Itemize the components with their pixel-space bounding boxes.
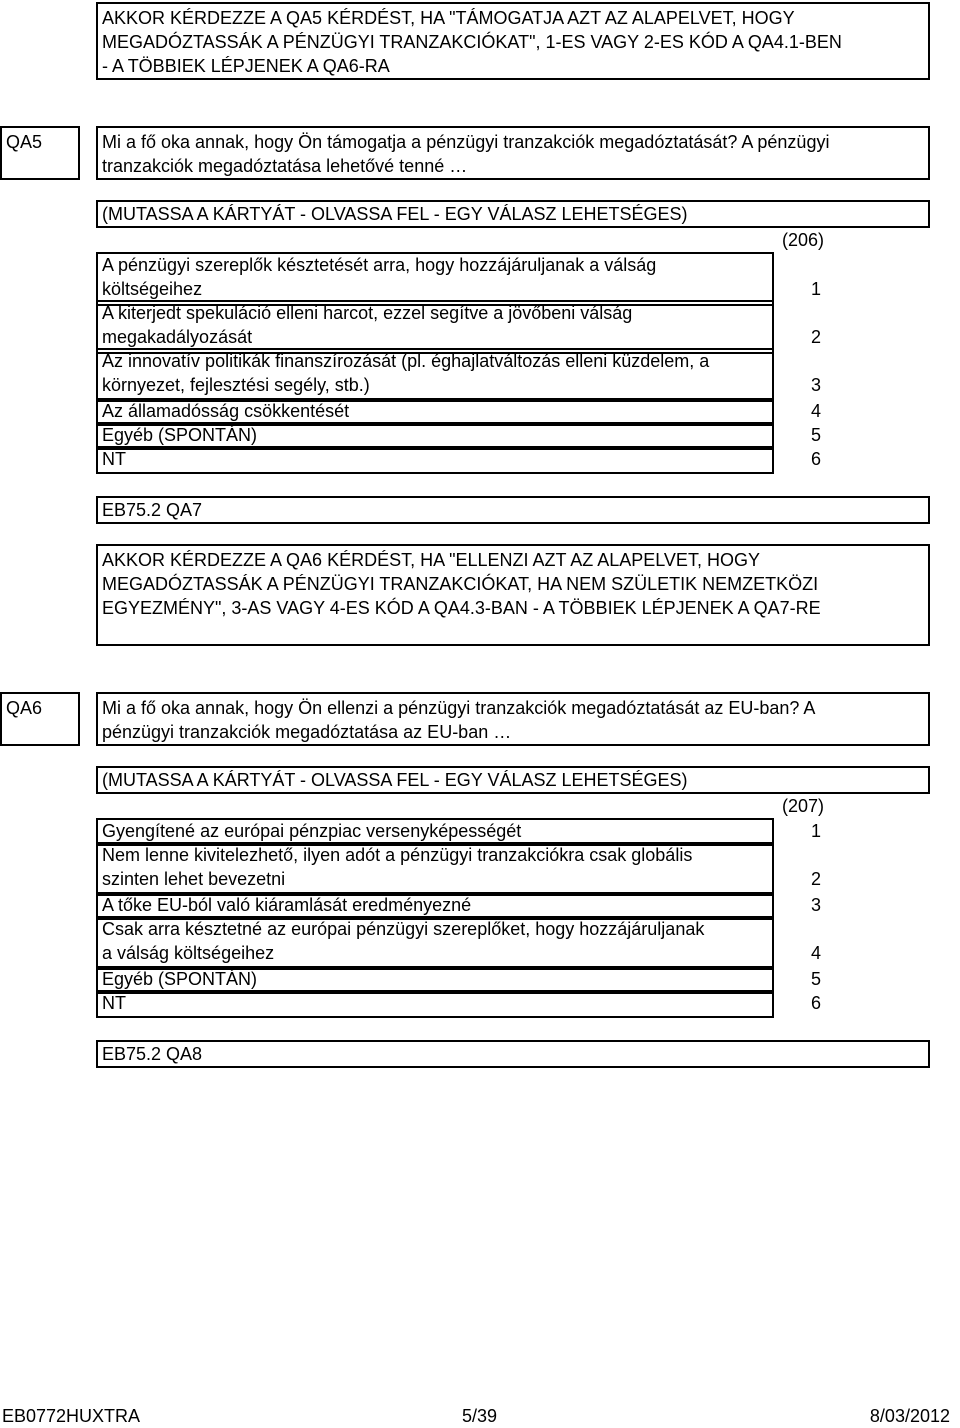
qa5-show-card: (MUTASSA A KÁRTYÁT - OLVASSA FEL - EGY VÁLASZ LEHETSÉGES) [102,204,688,224]
qa6-answer-line: Gyengítené az európai pénzpiac versenyképességét [102,821,522,841]
qa5-answer-code: 4 [810,401,821,421]
qa5-answer-line: környezet, fejlesztési segély, stb.) [102,375,370,395]
qa6-column-ref: (207) [781,796,824,816]
qa6-question-line: pénzügyi tranzakciók megadóztatása az EU-ban … [102,722,512,742]
qa6-answer-line: A tőke EU-ból való kiáramlását eredményezné [102,895,472,915]
qa6-instruction-line: MEGADÓZTASSÁK A PÉNZÜGYI TRANZAKCIÓKAT, HA NEM SZÜLETIK NEMZETKÖZI [102,574,819,594]
qa5-instruction-line: AKKOR KÉRDEZZE A QA5 KÉRDÉST, HA "TÁMOGATJA AZT AZ ALAPELVET, HOGY [102,8,795,28]
qa5-answer-line: Az innovatív politikák finanszírozását (pl. éghajlatváltozás elleni küzdelem, a [102,351,710,371]
qa6-answer-code: 1 [810,821,821,841]
qa5-answer-line: NT [102,449,126,469]
qa5-answer-line: Egyéb (SPONTÁN) [102,425,258,445]
qa6-answer-code: 6 [810,993,821,1013]
qa5-answer-code: 1 [810,279,821,299]
footer-date: 8/03/2012 [869,1406,950,1426]
qa6-answer-code: 2 [810,869,821,889]
qa6-question-line: Mi a fő oka annak, hogy Ön ellenzi a pénzügyi tranzakciók megadóztatását az EU-ban? A [102,698,816,718]
qa5-question-line: Mi a fő oka annak, hogy Ön támogatja a pénzügyi tranzakciók megadóztatását? A pénzügyi [102,132,830,152]
qa5-answer-line: megakadályozását [102,327,253,347]
footer-doc-id: EB0772HUXTRA [2,1406,141,1426]
qa6-answer-box [96,990,774,1018]
qa6-answer-code: 4 [810,943,821,963]
qa5-answer-code: 5 [810,425,821,445]
qa5-source-box [96,496,930,524]
qa6-instruction-line: AKKOR KÉRDEZZE A QA6 KÉRDÉST, HA "ELLENZI AZT AZ ALAPELVET, HOGY [102,550,760,570]
qa6-answer-line: szinten lehet bevezetni [102,869,286,889]
qa5-answer-code: 3 [810,375,821,395]
qa5-answer-line: Az államadósság csökkentését [102,401,350,421]
qa6-answer-line: Csak arra késztetné az európai pénzügyi szereplőket, hogy hozzájáruljanak [102,919,705,939]
qa5-answer-line: A pénzügyi szereplők késztetését arra, hogy hozzájáruljanak a válság [102,255,657,275]
qa6-instruction-line: EGYEZMÉNY", 3-AS VAGY 4-ES KÓD A QA4.3-BAN - A TÖBBIEK LÉPJENEK A QA7-RE [102,598,821,618]
qa5-answer-line: költségeihez [102,279,203,299]
qa5-question-line: tranzakciók megadóztatása lehetővé tenné … [102,156,468,176]
qa6-answer-code: 5 [810,969,821,989]
qa6-answer-line: NT [102,993,126,1013]
qa5-answer-code: 2 [810,327,821,347]
qa5-instruction-line: MEGADÓZTASSÁK A PÉNZÜGYI TRANZAKCIÓKAT", 1-ES VAGY 2-ES KÓD A QA4.1-BEN [102,32,842,52]
qa6-answer-line: Egyéb (SPONTÁN) [102,969,258,989]
qa5-answer-code: 6 [810,449,821,469]
qa6-answer-line: Nem lenne kivitelezhető, ilyen adót a pénzügyi tranzakciókra csak globális [102,845,693,865]
qa6-source-box [96,1040,930,1068]
qa6-id: QA6 [6,698,43,718]
qa5-answer-line: A kiterjedt spekuláció elleni harcot, ezzel segítve a jövőbeni válság [102,303,633,323]
qa5-id: QA5 [6,132,43,152]
qa6-answer-line: a válság költségeihez [102,943,275,963]
footer-page-number: 5/39 [462,1406,498,1426]
qa6-source: EB75.2 QA8 [102,1044,203,1064]
qa5-source: EB75.2 QA7 [102,500,203,520]
qa6-show-card: (MUTASSA A KÁRTYÁT - OLVASSA FEL - EGY VÁLASZ LEHETSÉGES) [102,770,688,790]
qa5-answer-box [96,446,774,474]
qa6-answer-code: 3 [810,895,821,915]
qa5-column-ref: (206) [781,230,824,250]
qa5-instruction-line: - A TÖBBIEK LÉPJENEK A QA6-RA [102,56,390,76]
